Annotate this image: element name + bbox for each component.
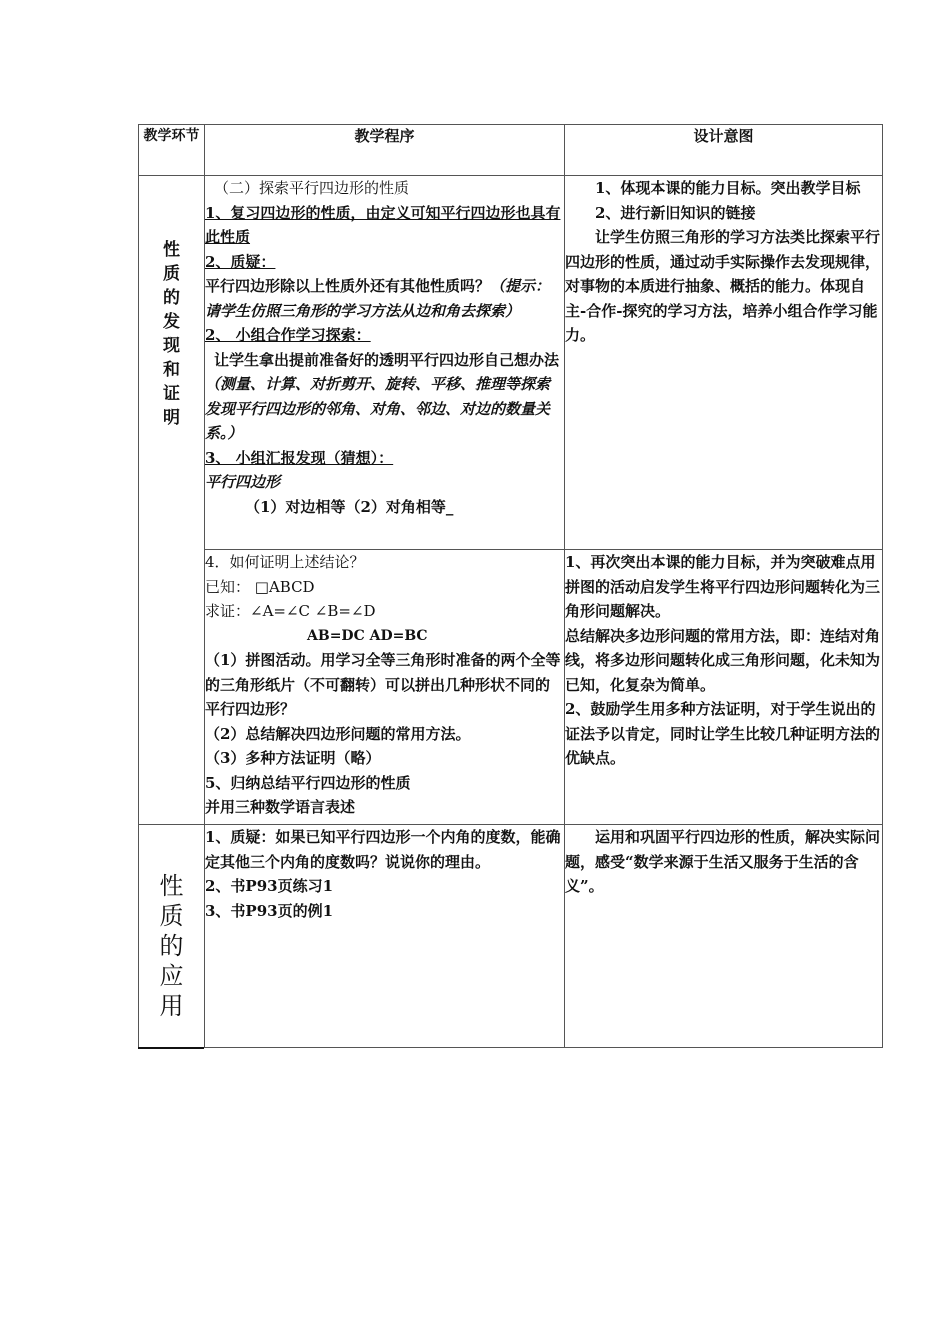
procedure-title: （二）探索平行四边形的性质	[214, 179, 410, 197]
header-procedure: 教学程序	[205, 125, 565, 176]
procedure-hint: （提示：请学生仿照三角形的学习方法从边和角去探索）	[205, 277, 551, 320]
section-char: 质	[159, 902, 184, 930]
procedure-methods: （测量、计算、对折剪开、旋转、平移、推理等探索发现平行四边形的邻角、对角、邻边、对边的数量关系。）	[205, 375, 551, 442]
intent-text: 2、进行新旧知识的链接	[595, 203, 756, 222]
procedure-activity: （2）总结解决四边形问题的常用方法。	[205, 724, 471, 743]
procedure-step-label: 3、 小组汇报发现（猜想）：	[205, 448, 394, 467]
section-char: 明	[163, 408, 180, 428]
section-char: 用	[159, 992, 184, 1020]
section-char: 质	[163, 264, 180, 284]
procedure-step: 1、复习四边形的性质，由定义可知平行四边形也具有此性质	[205, 203, 561, 246]
table-row	[139, 825, 883, 1048]
table-header-row	[139, 125, 883, 176]
procedure-result: （1）对边相等（2）对角相等_	[245, 497, 454, 516]
header-section: 教学环节	[139, 125, 205, 176]
procedure-activity: （1）拼图活动。用学习全等三角形时准备的两个全等的三角形纸片（不可翻转）可以拼出几种形状不同的平行四边形？	[205, 651, 561, 718]
procedure-activity: 让学生拿出提前准备好的透明平行四边形自己想办法	[214, 350, 560, 369]
procedure-cell-1	[205, 176, 565, 550]
table-bottom-rule	[138, 1047, 204, 1049]
procedure-text	[205, 274, 564, 323]
procedure-text	[205, 348, 564, 446]
section-char: 和	[163, 360, 180, 380]
section-char: 现	[163, 336, 180, 356]
intent-text: 2、鼓励学生用多种方法证明，对于学生说出的证法予以肯定，同时让学生比较几种证明方法的优缺点。	[565, 700, 881, 767]
proof-given: 已知： □ABCD	[205, 577, 315, 596]
intent-cell-1	[565, 176, 883, 550]
section-char: 应	[159, 962, 184, 990]
section-char: 证	[163, 384, 180, 404]
intent-text: 1、体现本课的能力目标。突出教学目标	[595, 179, 861, 197]
intent-cell-2	[565, 550, 883, 825]
procedure-activity: （3）多种方法证明（略）	[205, 749, 381, 767]
intent-text: 1、再次突出本课的能力目标，并为突破难点用拼图的活动启发学生将平行四边形问题转化为三角形问题解决。	[565, 553, 881, 620]
table-row	[139, 550, 883, 825]
procedure-question: 平行四边形除以上性质外还有其他性质吗？	[205, 277, 491, 295]
procedure-activity: 并用三种数学语言表述	[205, 798, 356, 816]
procedure-step: 1、质疑：如果已知平行四边形一个内角的度数，能确定其他三个内角的度数吗？说说你的理由。	[205, 828, 561, 871]
procedure-step: 3、书P93页的例1	[205, 901, 334, 920]
proof-goal-sides: AB=DC AD=BC	[307, 627, 428, 644]
table-row	[139, 176, 883, 550]
section-char: 性	[159, 872, 184, 900]
section-char: 性	[163, 240, 180, 260]
procedure-text: 平行四边形	[205, 473, 281, 491]
section-char: 的	[159, 932, 184, 960]
section-discovery-proof	[139, 176, 205, 825]
procedure-cell-2	[205, 550, 565, 825]
header-intent: 设计意图	[565, 125, 883, 176]
intent-cell-3	[565, 825, 883, 1048]
procedure-question: 4．如何证明上述结论？	[205, 553, 365, 571]
procedure-cell-3	[205, 825, 565, 1048]
intent-text: 运用和巩固平行四边形的性质，解决实际问题，感受“数学来源于生活又服务于生活的含义”。	[565, 828, 881, 895]
intent-text: 让学生仿照三角形的学习方法类比探索平行四边形的性质，通过动手实际操作去发现规律，对事物的本质进行抽象、概括的能力。体现自主-合作-探究的学习方法，培养小组合作学习能力。	[565, 228, 881, 344]
section-char: 的	[163, 288, 180, 308]
lesson-plan-table	[138, 124, 883, 1048]
procedure-step-label: 2、质疑：	[205, 252, 276, 271]
section-application	[139, 825, 205, 1048]
section-char: 发	[163, 312, 180, 332]
procedure-activity: 5、归纳总结平行四边形的性质	[205, 773, 411, 792]
procedure-step: 2、书P93页练习1	[205, 877, 334, 895]
intent-text: 总结解决多边形问题的常用方法，即：连结对角线，将多边形问题转化成三角形问题，化未知为已知，化复杂为简单。	[565, 626, 881, 694]
procedure-step-label: 2、 小组合作学习探索：	[205, 326, 371, 344]
proof-goal: 求证：∠A=∠C ∠B=∠D	[205, 602, 376, 620]
